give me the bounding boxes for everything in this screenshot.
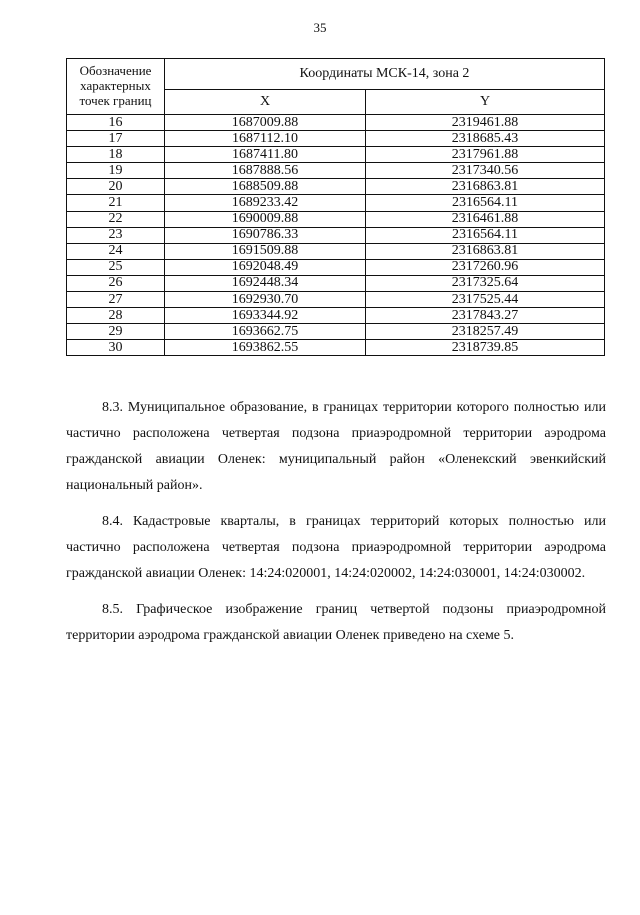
- page-number: 35: [313, 20, 327, 35]
- cell-point: 22: [67, 211, 165, 227]
- cell-point: 19: [67, 163, 165, 179]
- cell-x: 1691509.88: [165, 243, 366, 259]
- cell-x: 1693344.92: [165, 308, 366, 324]
- cell-x: 1693862.55: [165, 340, 366, 356]
- cell-x: 1692930.70: [165, 292, 366, 308]
- cell-point: 26: [67, 275, 165, 291]
- table-row: [67, 275, 605, 291]
- table-row: [67, 147, 605, 163]
- cell-y: 2319461.88: [366, 115, 605, 131]
- table-body: [67, 115, 605, 356]
- cell-y: 2317260.96: [366, 259, 605, 275]
- cell-y: 2317340.56: [366, 163, 605, 179]
- cell-x: 1687009.88: [165, 115, 366, 131]
- paragraph-8-5: 8.5. Графическое изображение границ четвертой подзоны приаэродромной территории аэродрома гражданской авиации Оленек приведено на схеме 5.: [66, 602, 606, 643]
- cell-y: 2317843.27: [366, 308, 605, 324]
- paragraph-8-3: 8.3. Муниципальное образование, в границах территории которого полностью или частично расположена четвертая подзона приаэродромной территории аэродрома гражданской авиации Оленек: муниципальный район «Оленекский эвенкийский национальный район».: [66, 400, 606, 493]
- cell-y: 2316863.81: [366, 179, 605, 195]
- cell-point: 28: [67, 308, 165, 324]
- cell-y: 2318685.43: [366, 131, 605, 147]
- header-y: Y: [366, 89, 605, 114]
- cell-point: 17: [67, 131, 165, 147]
- cell-point: 29: [67, 324, 165, 340]
- coordinates-table: [66, 58, 605, 356]
- cell-x: 1693662.75: [165, 324, 366, 340]
- cell-x: 1692048.49: [165, 259, 366, 275]
- table-row: [67, 308, 605, 324]
- header-point-designation: Обозначение характерных точек границ: [67, 59, 165, 115]
- cell-point: 25: [67, 259, 165, 275]
- table-row: [67, 195, 605, 211]
- cell-point: 18: [67, 147, 165, 163]
- header-coordinates: Координаты МСК-14, зона 2: [165, 59, 605, 90]
- cell-y: 2318739.85: [366, 340, 605, 356]
- cell-point: 16: [67, 115, 165, 131]
- cell-y: 2317325.64: [366, 275, 605, 291]
- table-row: [67, 243, 605, 259]
- cell-x: 1690009.88: [165, 211, 366, 227]
- cell-x: 1687888.56: [165, 163, 366, 179]
- table-row: [67, 179, 605, 195]
- text-body: [66, 395, 606, 659]
- cell-y: 2316564.11: [366, 195, 605, 211]
- table-row: [67, 292, 605, 308]
- cell-y: 2318257.49: [366, 324, 605, 340]
- table-row: [67, 259, 605, 275]
- cell-x: 1688509.88: [165, 179, 366, 195]
- cell-x: 1687411.80: [165, 147, 366, 163]
- cell-y: 2316863.81: [366, 243, 605, 259]
- table-row: [67, 227, 605, 243]
- cell-y: 2317961.88: [366, 147, 605, 163]
- table-row: [67, 340, 605, 356]
- paragraph-8-4: 8.4. Кадастровые кварталы, в границах территорий которых полностью или частично расположена четвертая подзона приаэродромной территории аэродрома гражданской авиации Оленек: 14:24:020001, 14:24:020002, 14:24:030001, 14:24:030002.: [66, 514, 606, 581]
- table-row: [67, 211, 605, 227]
- cell-point: 30: [67, 340, 165, 356]
- cell-y: 2316564.11: [366, 227, 605, 243]
- table-row: [67, 115, 605, 131]
- table-row: [67, 324, 605, 340]
- cell-y: 2316461.88: [366, 211, 605, 227]
- cell-x: 1687112.10: [165, 131, 366, 147]
- cell-x: 1689233.42: [165, 195, 366, 211]
- cell-point: 24: [67, 243, 165, 259]
- cell-x: 1692448.34: [165, 275, 366, 291]
- cell-x: 1690786.33: [165, 227, 366, 243]
- cell-point: 23: [67, 227, 165, 243]
- header-x: X: [165, 89, 366, 114]
- table-row: [67, 131, 605, 147]
- cell-y: 2317525.44: [366, 292, 605, 308]
- cell-point: 21: [67, 195, 165, 211]
- cell-point: 27: [67, 292, 165, 308]
- table-row: [67, 163, 605, 179]
- cell-point: 20: [67, 179, 165, 195]
